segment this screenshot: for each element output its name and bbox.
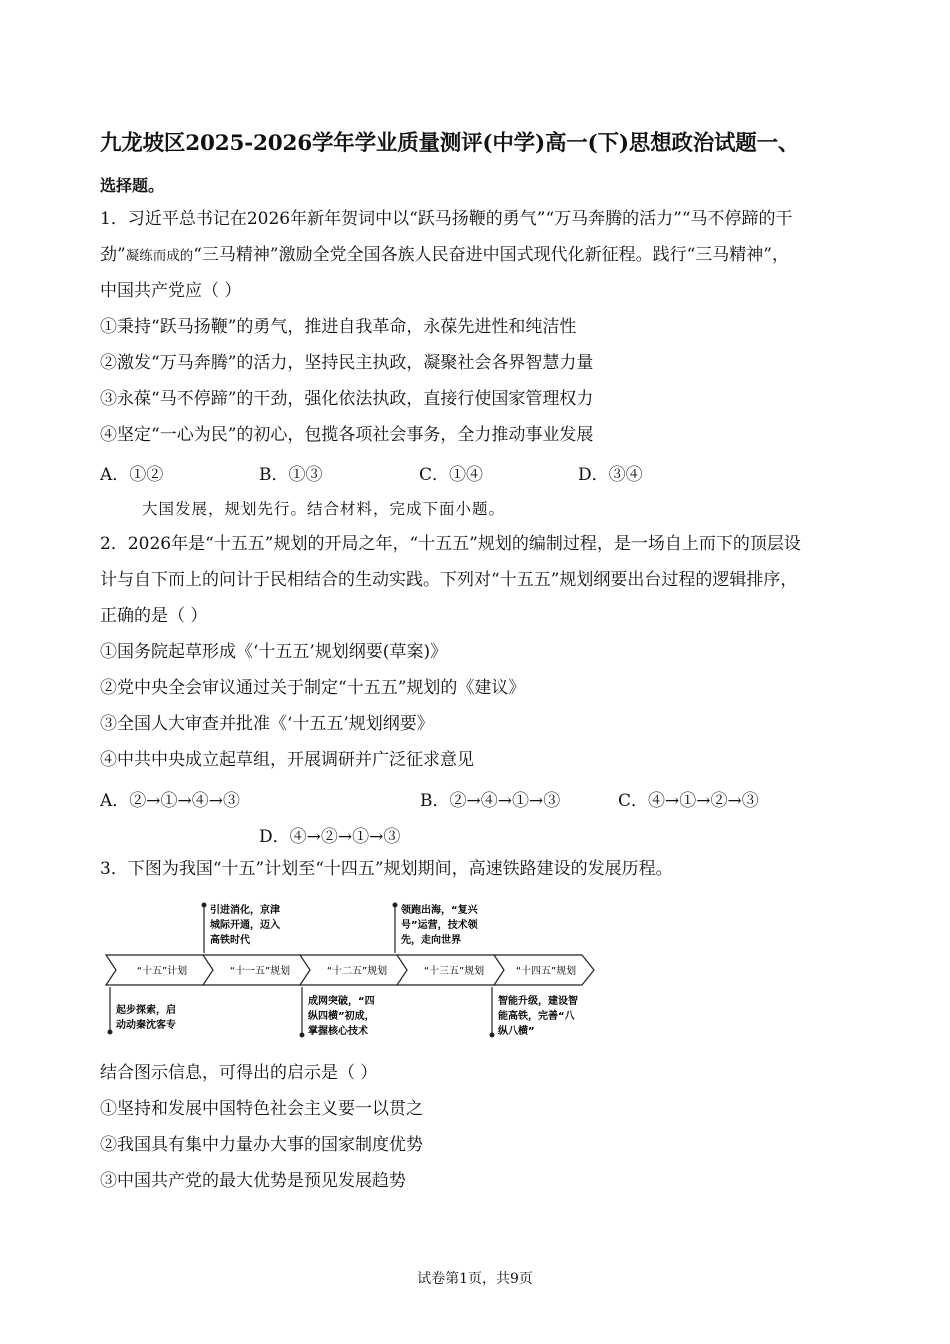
bottom-note-14th xyxy=(490,987,579,1038)
q3-item-2: ②我国具有集中力量办大事的国家制度优势 xyxy=(100,1135,423,1155)
svg-text:先，走向世界: 先，走向世界 xyxy=(401,935,461,946)
q1-stem-line3: 中国共产党应（ ） xyxy=(100,281,242,301)
svg-text:“十三五”规划: “十三五”规划 xyxy=(423,966,485,977)
svg-text:起步探索，启: 起步探索，启 xyxy=(116,1005,176,1016)
q1-item-1: ①秉持“跃马扬鞭”的勇气，推进自我革命，永葆先进性和纯洁性 xyxy=(100,317,577,337)
svg-text:“十一五”规划: “十一五”规划 xyxy=(229,966,291,977)
svg-text:高铁时代: 高铁时代 xyxy=(210,935,250,946)
svg-text:动动秦沈客专: 动动秦沈客专 xyxy=(116,1020,176,1031)
stage-chevron-3 xyxy=(300,955,410,985)
q2-option-b[interactable]: B．②→④→①→③ xyxy=(420,791,561,811)
page-footer: 试卷第1页，共9页 xyxy=(417,1271,533,1287)
q1-item-4: ④坚定“一心为民”的初心，包揽各项社会事务，全力推动事业发展 xyxy=(100,425,594,445)
svg-text:能高铁，完善“八: 能高铁，完善“八 xyxy=(498,1011,575,1022)
svg-text:智能升级，建设智: 智能升级，建设智 xyxy=(498,996,578,1007)
top-note-13th xyxy=(393,903,479,954)
q1-option-c[interactable]: C．①④ xyxy=(419,465,484,485)
q1-item-3: ③永葆“马不停蹄”的干劲，强化依法执政，直接行使国家管理权力 xyxy=(100,389,594,409)
q3-stem-line1: 3．下图为我国“十五”计划至“十四五”规划期间，高速铁路建设的发展历程。 xyxy=(100,859,673,879)
svg-text:“十四五”规划: “十四五”规划 xyxy=(515,966,577,977)
q2-item-2: ②党中央全会审议通过关于制定“十五五”规划的《建议》 xyxy=(100,678,526,698)
q1-stem-line2 xyxy=(100,244,789,267)
q2-option-d[interactable]: D．④→②→①→③ xyxy=(259,827,401,847)
svg-text:掌握核心技术: 掌握核心技术 xyxy=(308,1026,368,1037)
q3-item-1: ①坚持和发展中国特色社会主义要一以贯之 xyxy=(100,1099,423,1119)
svg-text:领跑出海，“复兴: 领跑出海，“复兴 xyxy=(401,905,478,916)
hsr-development-diagram xyxy=(100,895,600,1045)
stage-chevron-2 xyxy=(203,955,313,985)
q2-item-1: ①国务院起草形成《‘十五五’规划纲要(草案)》 xyxy=(100,642,448,662)
q2-stem-line2: 计与自下而上的问计于民相结合的生动实践。下列对“十五五”规划纲要出台过程的逻辑排序， xyxy=(100,570,798,590)
page-title: 九龙坡区2025-2026学年学业质量测评(中学)高一(下)思想政治试题一、 xyxy=(100,131,800,156)
stage-chevron-5 xyxy=(494,955,594,985)
q1-stem-line1: 1．习近平总书记在2026年新年贺词中以“跃马扬鞭的勇气”“万马奔腾的活力”“马不停蹄的干 xyxy=(100,209,793,229)
stage-chevron-4 xyxy=(397,955,507,985)
q2-item-4: ④中共中央成立起草组，开展调研并广泛征求意见 xyxy=(100,750,474,770)
svg-text:引进消化，京津: 引进消化，京津 xyxy=(210,905,280,916)
q2-stem-line3: 正确的是（ ） xyxy=(100,606,208,626)
q3-item-3: ③中国共产党的最大优势是预见发展趋势 xyxy=(100,1171,406,1191)
svg-text:城际开通，迈入: 城际开通，迈入 xyxy=(210,920,280,931)
svg-text:“十五”计划: “十五”计划 xyxy=(136,966,188,977)
q2-item-3: ③全国人大审查并批准《‘十五五’规划纲要》 xyxy=(100,714,434,734)
section-heading: 选择题。 xyxy=(100,176,165,195)
q2-stem-line1: 2．2026年是“十五五”规划的开局之年，“十五五”规划的编制过程，是一场自上而下的顶层设 xyxy=(100,534,801,554)
q1-stem-small-text: 凝练而成的 xyxy=(125,248,194,264)
q1-item-2: ②激发“万马奔腾”的活力，坚持民主执政，凝聚社会各界智慧力量 xyxy=(100,353,594,373)
q1-option-b[interactable]: B．①③ xyxy=(259,465,323,485)
svg-text:“十二五”规划: “十二五”规划 xyxy=(326,966,388,977)
stage-chevron-1 xyxy=(106,955,216,985)
q1-option-a[interactable]: A．①② xyxy=(100,465,164,485)
q2-option-c[interactable]: C．④→①→②→③ xyxy=(618,791,759,811)
material-intro: 大国发展，规划先行。结合材料，完成下面小题。 xyxy=(142,500,506,518)
q2-option-a[interactable]: A．②→①→④→③ xyxy=(100,791,241,811)
svg-text:纵四横”初成，: 纵四横”初成， xyxy=(308,1011,375,1022)
bottom-note-12th xyxy=(300,987,375,1038)
svg-text:号”运营，技术领: 号”运营，技术领 xyxy=(401,920,478,931)
q1-option-d[interactable]: D．③④ xyxy=(578,465,643,485)
q1-stem-text: 劲” xyxy=(100,245,126,265)
q1-stem-text-cont: “三马精神”激励全党全国各族人民奋进中国式现代化新征程。践行“三马精神”， xyxy=(193,245,789,265)
svg-text:成网突破，“四: 成网突破，“四 xyxy=(308,996,375,1007)
svg-text:纵八横”: 纵八横” xyxy=(498,1026,535,1037)
top-note-11th xyxy=(202,903,281,954)
bottom-note-10th xyxy=(108,987,177,1035)
q3-question: 结合图示信息，可得出的启示是（ ） xyxy=(100,1063,378,1083)
